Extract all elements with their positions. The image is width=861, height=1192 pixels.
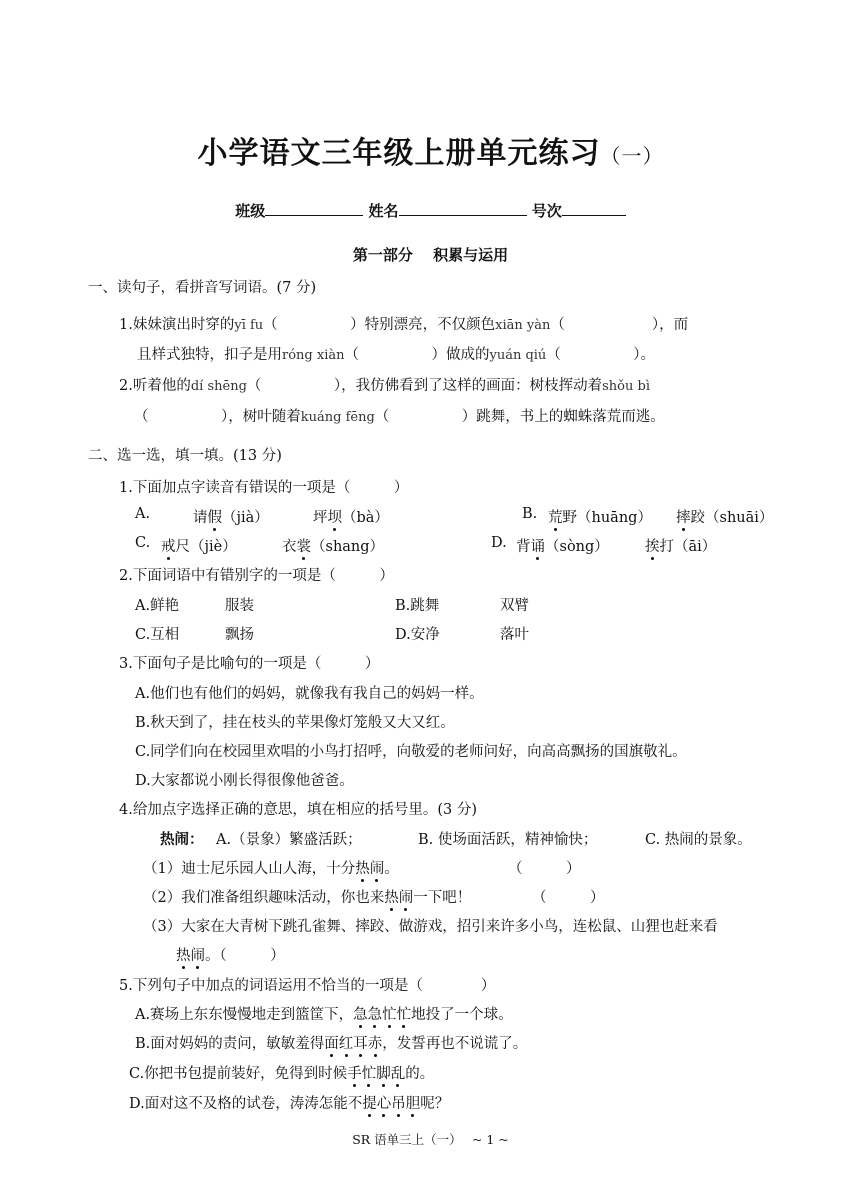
q1-option-b-word-1: 荒野（huāng） [548, 510, 652, 526]
q1-option-b-label: B. [522, 506, 538, 522]
s1-line-4: （ ），树叶随着kuáng fēng（ ）跳舞，书上的蜘蛛落荒而逃。 [134, 409, 665, 425]
pinyin: yuán qiú [489, 348, 547, 363]
q4-sentence-2: （2）我们准备组织趣味活动，你也来热闹一下吧！ [143, 890, 472, 906]
q1-option-c-word-1: 戒尺（jiè） [161, 539, 237, 555]
number-field[interactable] [562, 201, 626, 216]
q4-definition-a: A.（景象）繁盛活跃； [216, 832, 362, 848]
section-2-heading: 二、选一选，填一填。(13 分) [88, 448, 282, 464]
q2-option-c-word-2: 飘扬 [225, 627, 254, 643]
s1-line-1: 1.妹妹演出时穿的yī fu（ ）特别漂亮，不仅颜色xiān yàn（ ），而 [119, 317, 689, 333]
q3-option-b: B.秋天到了，挂在枝头的苹果像灯笼般又大又红。 [135, 715, 455, 731]
s1-line-2: 且样式独特，扣子是用róng xiàn（ ）做成的yuán qiú（ ）。 [137, 347, 656, 363]
pinyin: xiān yàn [495, 318, 551, 333]
q5-option-d: D.面对这不及格的试卷，涛涛怎能不提心吊胆呢？ [129, 1096, 450, 1112]
q1-option-d-word-1: 背诵（sòng） [516, 539, 609, 555]
q3-option-d: D.大家都说小刚长得很像他爸爸。 [135, 773, 354, 789]
q2-stem: 2.下面词语中有错别字的一项是（ ） [119, 568, 394, 584]
part-title: 第一部分 积累与运用 [352, 246, 509, 264]
pinyin: yī fu [234, 318, 264, 333]
q2-option-d-word-2: 落叶 [500, 627, 529, 643]
page-footer: SR 语单三上（一） ~ 1 ~ [352, 1132, 509, 1147]
q3-option-c: C.同学们向在校园里欢唱的小鸟打招呼，向敬爱的老师问好，向高高飘扬的国旗敬礼。 [135, 744, 687, 760]
q4-answer-2[interactable]: （ ） [532, 890, 605, 906]
q5-option-b: B.面对妈妈的责问，敏敏羞得面红耳赤，发誓再也不说谎了。 [135, 1036, 528, 1052]
q4-word: 热闹： [160, 831, 204, 848]
q1-option-d-word-2: 挨打（āi） [645, 539, 717, 555]
q2-option-b-word-1: B.跳舞 [395, 598, 440, 614]
q5-stem: 5.下列句子中加点的词语运用不恰当的一项是（ ） [119, 978, 496, 994]
s1-line-3: 2.听着他的dí shēng（ ），我仿佛看到了这样的画面：树枝挥动着shǒu bì [119, 378, 650, 394]
q4-sentence-3: （3）大家在大青树下跳孔雀舞、摔跤、做游戏，招引来许多小鸟，连松鼠、山狸也赶来看 [143, 919, 718, 935]
q1-option-c-label: C. [135, 535, 151, 551]
q3-option-a: A.他们也有他们的妈妈，就像我有我自己的妈妈一样。 [135, 686, 484, 702]
q4-stem: 4.给加点字选择正确的意思，填在相应的括号里。(3 分) [119, 802, 477, 818]
q1-option-c-word-2: 衣裳（shang） [282, 539, 385, 555]
q1-option-b-word-2: 摔跤（shuāi） [676, 510, 774, 526]
q2-option-c-word-1: C.互相 [135, 627, 180, 643]
q1-option-d-label: D. [491, 535, 507, 551]
number-label: 号次 [531, 202, 562, 220]
q1-option-a-word-2: 坪坝（bà） [313, 510, 389, 526]
q4-sentence-1: （1）迪士尼乐园人山人海，十分热闹。 [143, 861, 399, 877]
pinyin: shǒu bì [602, 379, 650, 394]
pinyin: kuáng fēng [300, 410, 375, 425]
class-label: 班级 [235, 202, 266, 220]
q3-stem: 3.下面句子是比喻句的一项是（ ） [119, 656, 380, 672]
q2-option-a-word-1: A.鲜艳 [135, 598, 180, 614]
title-suffix: （一） [600, 144, 664, 168]
student-info-line [0, 200, 861, 221]
q4-sentence-3-cont: 热闹。（ ） [176, 948, 285, 964]
name-label: 姓名 [368, 202, 399, 220]
pinyin: dí shēng [190, 379, 247, 394]
pinyin: róng xiàn [282, 348, 345, 363]
class-field[interactable] [265, 201, 363, 216]
q2-option-a-word-2: 服装 [225, 598, 254, 614]
q5-option-a: A.赛场上东东慢慢地走到篮筐下，急急忙忙地投了一个球。 [135, 1007, 513, 1023]
page-title: 小学语文三年级上册单元练习（一） [197, 136, 664, 171]
q5-option-c: C.你把书包提前装好，免得到时候手忙脚乱的。 [129, 1066, 435, 1082]
q1-option-a-word-1: 请假（jià） [193, 510, 269, 526]
name-field[interactable] [399, 201, 527, 216]
q1-option-a-label: A. [135, 506, 151, 522]
q4-answer-1[interactable]: （ ） [508, 861, 581, 877]
section-1-heading: 一、读句子，看拼音写词语。(7 分) [88, 280, 317, 296]
q2-option-d-word-1: D.安净 [395, 627, 440, 643]
q2-option-b-word-2: 双臂 [500, 598, 529, 614]
q4-definition-c: C. 热闹的景象。 [645, 832, 752, 848]
q1-stem: 1.下面加点字读音有错误的一项是（ ） [119, 480, 409, 496]
q4-definition-b: B. 使场面活跃，精神愉快； [418, 832, 598, 848]
